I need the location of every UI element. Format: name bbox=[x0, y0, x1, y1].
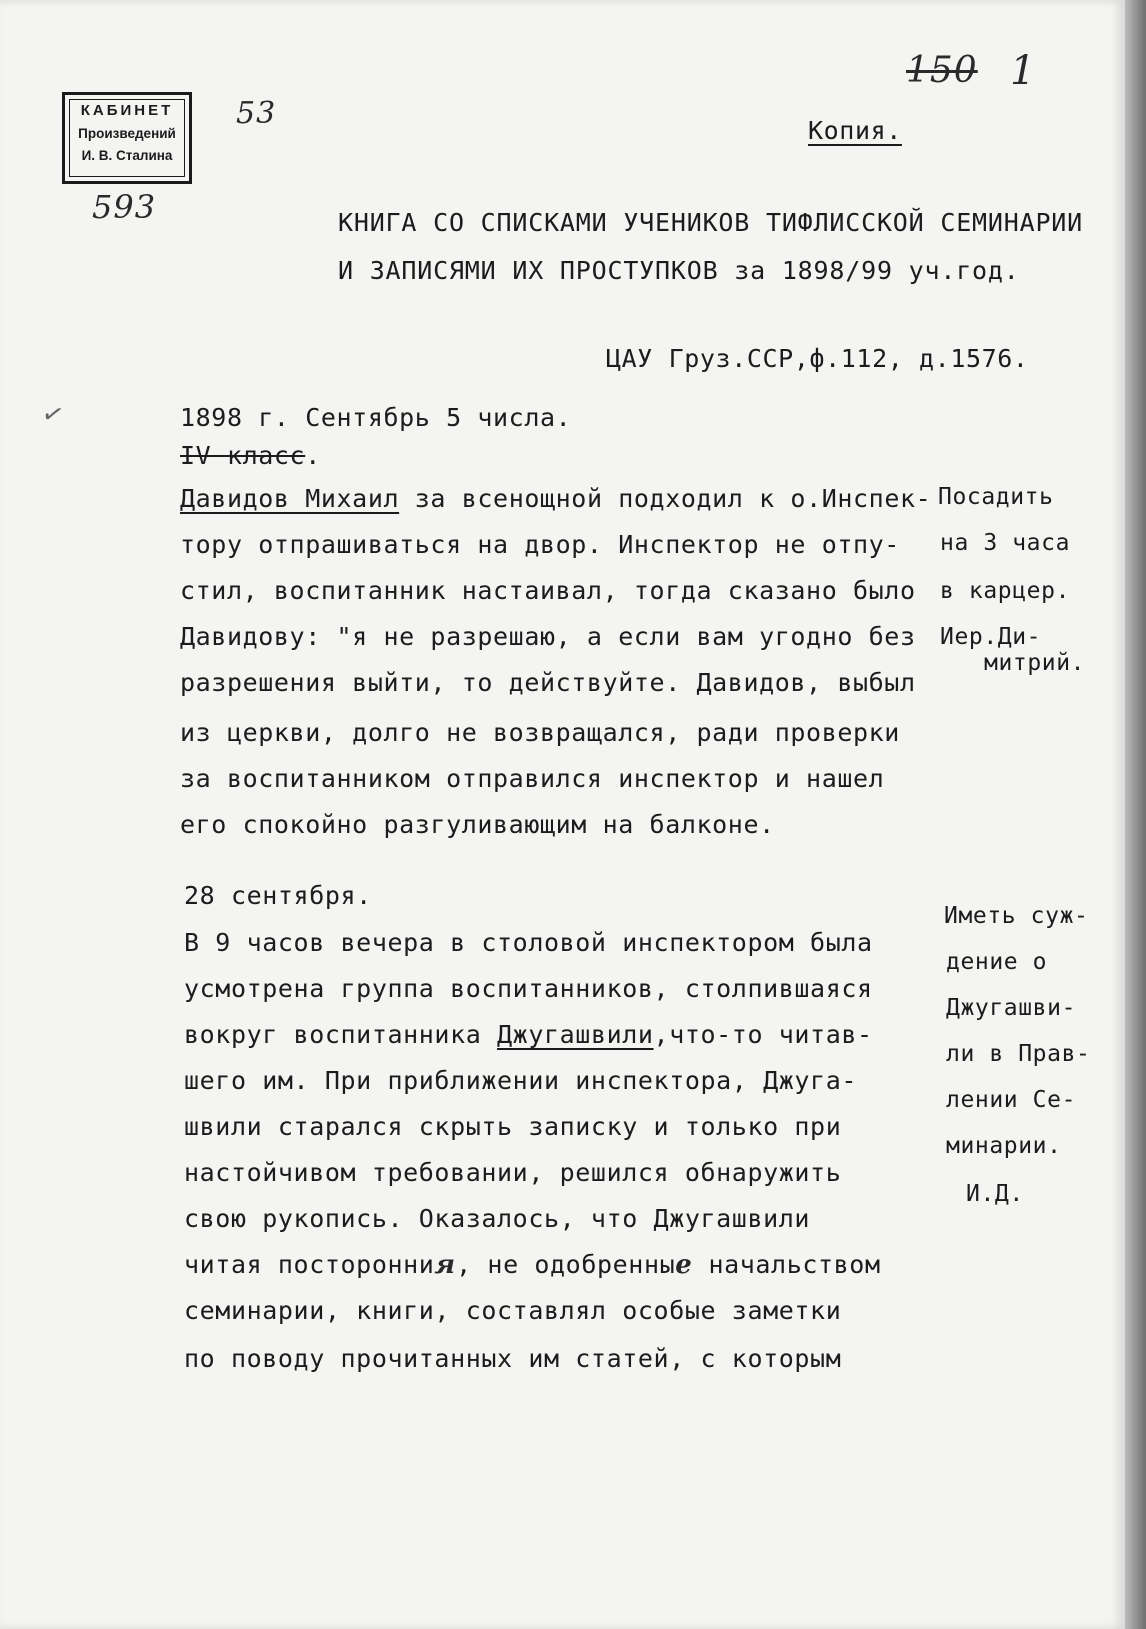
handwritten-correction-ya: я bbox=[434, 1250, 457, 1280]
entry2-date: 28 сентября. bbox=[184, 881, 372, 910]
entry1-class bbox=[180, 441, 321, 470]
handwritten-number-53: 53 bbox=[236, 96, 277, 131]
stamp-line-1: КАБИНЕТ bbox=[80, 102, 174, 119]
entry1-line-8: его спокойно разгуливающим на балконе. bbox=[180, 810, 775, 839]
check-mark-icon: ✓ bbox=[38, 397, 68, 433]
entry1-note-1: Посадить bbox=[938, 484, 1054, 510]
entry1-line-1-text: за всенощной подходил к о.Инспек- bbox=[414, 484, 932, 513]
entry1-line-3: стил, воспитанник настаивал, тогда сказано было bbox=[180, 576, 916, 605]
entry1-note-2: на 3 часа bbox=[940, 530, 1071, 556]
entry2-note-4: ли в Прав- bbox=[946, 1041, 1091, 1067]
archive-reference: ЦАУ Груз.ССР,ф.112, д.1576. bbox=[606, 344, 1029, 373]
entry2-line-2: усмотрена группа воспитанников, столпившаяся bbox=[184, 974, 873, 1003]
entry1-note-4: Иер.Ди- bbox=[940, 624, 1042, 650]
entry2-name-underlined: Джугашвили bbox=[497, 1020, 654, 1049]
handwritten-correction-e: е bbox=[675, 1250, 693, 1280]
entry2-line-5: швили старался скрыть записку и только при bbox=[184, 1112, 842, 1141]
handwritten-folio-struck: 150 bbox=[906, 50, 978, 91]
entry2-line-1: В 9 часов вечера в столовой инспектором была bbox=[184, 928, 873, 957]
entry2-line-3 bbox=[184, 1020, 873, 1049]
entry1-student-name: Давидов Михаил bbox=[180, 484, 400, 513]
title-line-2: И ЗАПИСЯМИ ИХ ПРОСТУПКОВ за 1898/99 уч.год. bbox=[338, 256, 1020, 285]
entry2-line-3-text: вокруг воспитанника bbox=[184, 1020, 482, 1049]
stamp-line-2: Произведений bbox=[78, 126, 176, 141]
entry1-note-5: митрий. bbox=[984, 650, 1086, 676]
copy-label: Копия. bbox=[808, 116, 902, 145]
entry1-line-1 bbox=[180, 484, 931, 513]
entry1-date: 1898 г. Сентябрь 5 числа. bbox=[180, 403, 572, 432]
entry2-line-8-a: читая посторонни bbox=[184, 1250, 435, 1279]
entry2-line-9: семинарии, книги, составлял особые заметки bbox=[184, 1296, 842, 1325]
entry2-note-3: Джугашви- bbox=[946, 995, 1077, 1021]
entry2-line-8-b: , не одобренны bbox=[456, 1250, 676, 1279]
entry2-line-8 bbox=[184, 1250, 881, 1280]
title-line-1: КНИГА СО СПИСКАМИ УЧЕНИКОВ ТИФЛИССКОЙ СЕМИНАРИИ bbox=[338, 208, 1084, 237]
entry1-note-3: в карцер. bbox=[940, 578, 1071, 604]
entry2-line-7: свою рукопись. Оказалось, что Джугашвили bbox=[184, 1204, 811, 1233]
entry1-line-4: Давидову: "я не разрешаю, а если вам угодно без bbox=[180, 622, 916, 651]
entry1-line-2: тору отпрашиваться на двор. Инспектор не отпу- bbox=[180, 530, 900, 559]
archive-stamp bbox=[62, 92, 192, 184]
entry2-line-8-c: начальством bbox=[692, 1250, 881, 1279]
entry2-note-1: Иметь суж- bbox=[944, 903, 1089, 929]
entry2-note-5: лении Се- bbox=[946, 1087, 1077, 1113]
entry1-line-7: за воспитанником отправился инспектор и нашел bbox=[180, 764, 885, 793]
handwritten-number-593: 593 bbox=[92, 188, 157, 226]
entry2-line-10: по поводу прочитанных им статей, с которым bbox=[184, 1344, 842, 1373]
entry1-line-6: из церкви, долго не возвращался, ради проверки bbox=[180, 718, 900, 747]
entry1-class-period: . bbox=[305, 441, 321, 470]
handwritten-folio: 1 bbox=[1010, 48, 1037, 94]
stamp-line-3: И. В. Сталина bbox=[81, 148, 173, 163]
scan-edge-shadow bbox=[1125, 0, 1146, 1629]
entry2-line-3-tail: ,что-то читав- bbox=[653, 1020, 873, 1049]
entry2-line-6: настойчивом требовании, решился обнаружить bbox=[184, 1158, 842, 1187]
entry1-line-5: разрешения выйти, то действуйте. Давидов, выбыл bbox=[180, 668, 916, 697]
entry1-class-struck: IV класс bbox=[180, 441, 306, 470]
entry2-note-2: дение о bbox=[946, 949, 1048, 975]
entry2-note-6: минарии. bbox=[946, 1133, 1062, 1159]
entry2-line-4: шего им. При приближении инспектора, Джуга- bbox=[184, 1066, 858, 1095]
entry2-note-7: И.Д. bbox=[966, 1181, 1024, 1207]
